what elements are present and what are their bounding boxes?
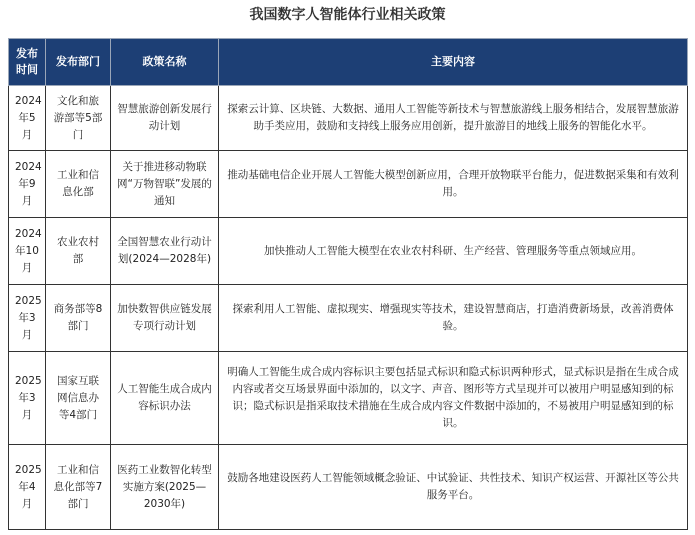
cell-dept: 国家互联网信息办等4部门 xyxy=(46,352,111,445)
table-header-row xyxy=(9,39,688,86)
header-policy: 政策名称 xyxy=(111,39,219,86)
cell-policy: 全国智慧农业行动计划(2024—2028年) xyxy=(111,218,219,285)
table-row xyxy=(9,86,688,151)
cell-policy: 智慧旅游创新发展行动计划 xyxy=(111,86,219,151)
cell-dept: 文化和旅游部等5部门 xyxy=(46,86,111,151)
cell-policy: 关于推进移动物联网“万物智联”发展的通知 xyxy=(111,151,219,218)
cell-content: 明确人工智能生成合成内容标识主要包括显式标识和隐式标识两种形式，显式标识是指在生成合成内容或者交互场景界面中添加的，以文字、声音、图形等方式呈现并可以被用户明显感知到的标识；隐式标识是指采取技术措施在生成合成内容文件数据中添加的，不易被用户明显感知到的标识。 xyxy=(219,352,688,445)
cell-time: 2025年4月 xyxy=(9,445,46,530)
header-dept: 发布部门 xyxy=(46,39,111,86)
table-row xyxy=(9,218,688,285)
cell-time: 2024年5月 xyxy=(9,86,46,151)
cell-dept: 工业和信息化部 xyxy=(46,151,111,218)
cell-policy: 医药工业数智化转型实施方案(2025—2030年) xyxy=(111,445,219,530)
cell-dept: 工业和信息化部等7部门 xyxy=(46,445,111,530)
header-time: 发布时间 xyxy=(9,39,46,86)
page-title: 我国数字人智能体行业相关政策 xyxy=(249,7,446,23)
table-row xyxy=(9,445,688,530)
cell-policy: 加快数智供应链发展专项行动计划 xyxy=(111,285,219,352)
table-row xyxy=(9,285,688,352)
cell-content: 探索云计算、区块链、大数据、通用人工智能等新技术与智慧旅游线上服务相结合，发展智慧旅游助手类应用，鼓励和支持线上服务应用创新，提升旅游目的地线上服务的智能化水平。 xyxy=(219,86,688,151)
policy-table xyxy=(8,38,688,530)
table-row xyxy=(9,151,688,218)
table-row xyxy=(9,352,688,445)
cell-time: 2024年10月 xyxy=(9,218,46,285)
cell-content: 推动基础电信企业开展人工智能大模型创新应用，合理开放物联平台能力，促进数据采集和有效利用。 xyxy=(219,151,688,218)
cell-time: 2024年9月 xyxy=(9,151,46,218)
cell-content: 鼓励各地建设医药人工智能领域概念验证、中试验证、共性技术、知识产权运营、开源社区等公共服务平台。 xyxy=(219,445,688,530)
cell-time: 2025年3月 xyxy=(9,285,46,352)
cell-dept: 农业农村部 xyxy=(46,218,111,285)
cell-time: 2025年3月 xyxy=(9,352,46,445)
cell-dept: 商务部等8部门 xyxy=(46,285,111,352)
cell-policy: 人工智能生成合成内容标识办法 xyxy=(111,352,219,445)
header-content: 主要内容 xyxy=(219,39,688,86)
cell-content: 探索利用人工智能、虚拟现实、增强现实等技术，建设智慧商店，打造消费新场景，改善消费体验。 xyxy=(219,285,688,352)
cell-content: 加快推动人工智能大模型在农业农村科研、生产经营、管理服务等重点领域应用。 xyxy=(219,218,688,285)
